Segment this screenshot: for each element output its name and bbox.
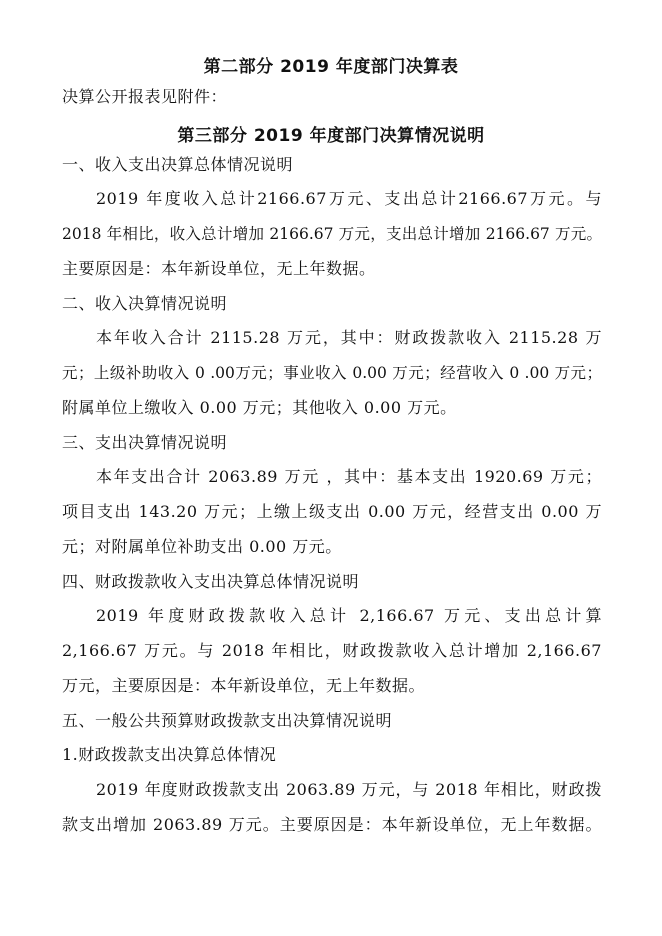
s3-line-1: 本年支出合计 2063.89 万元 ，其中：基本支出 1920.69 万元；	[96, 467, 602, 486]
s1-heading: 一、收入支出决算总体情况说明	[62, 155, 294, 174]
section2-note: 决算公开报表见附件：	[62, 87, 228, 106]
s2-line-2: 元；上级补助收入 0 .00万元；事业收入 0.00 万元；经营收入 0 .00 万元；	[62, 364, 602, 382]
s5-heading: 五、一般公共预算财政拨款支出决算情况说明	[62, 711, 393, 730]
s2-heading: 二、收入决算情况说明	[62, 294, 228, 313]
s4-heading: 四、财政拨款收入支出决算总体情况说明	[62, 572, 360, 591]
section3-title: 第三部分 2019 年度部门决算情况说明	[177, 126, 485, 146]
s3-heading: 三、支出决算情况说明	[62, 433, 228, 452]
s1-line-3: 主要原因是：本年新设单位，无上年数据。	[62, 259, 376, 278]
s1-line-2: 2018 年相比，收入总计增加 2166.67 万元，支出总计增加 2166.67 万元。	[62, 225, 602, 243]
section2-title: 第二部分 2019 年度部门决算表	[203, 57, 459, 77]
s5-subheading: 1.财政拨款支出决算总体情况	[62, 745, 277, 764]
s3-line-2: 项目支出 143.20 万元；上缴上级支出 0.00 万元，经营支出 0.00 万	[62, 502, 602, 521]
s2-line-3: 附属单位上缴收入 0.00 万元；其他收入 0.00 万元。	[62, 398, 457, 417]
s4-line-3: 万元，主要原因是：本年新设单位，无上年数据。	[62, 676, 426, 695]
s4-line-2: 2,166.67 万元。与 2018 年相比，财政拨款收入总计增加 2,166.67	[62, 641, 602, 660]
s5-line-1: 2019 年度财政拨款支出 2063.89 万元，与 2018 年相比，财政拨	[96, 780, 602, 799]
s5-line-2: 款支出增加 2063.89 万元。主要原因是：本年新设单位，无上年数据。	[62, 815, 602, 834]
s2-line-1: 本年收入合计 2115.28 万元，其中：财政拨款收入 2115.28 万	[96, 328, 602, 347]
s4-line-1: 2019 年度财政拨款收入总计 2,166.67 万元、支出总计算	[96, 606, 602, 625]
s1-line-1: 2019 年度收入总计2166.67万元、支出总计2166.67万元。与	[96, 189, 602, 208]
s3-line-3: 元；对附属单位补助支出 0.00 万元。	[62, 537, 342, 556]
